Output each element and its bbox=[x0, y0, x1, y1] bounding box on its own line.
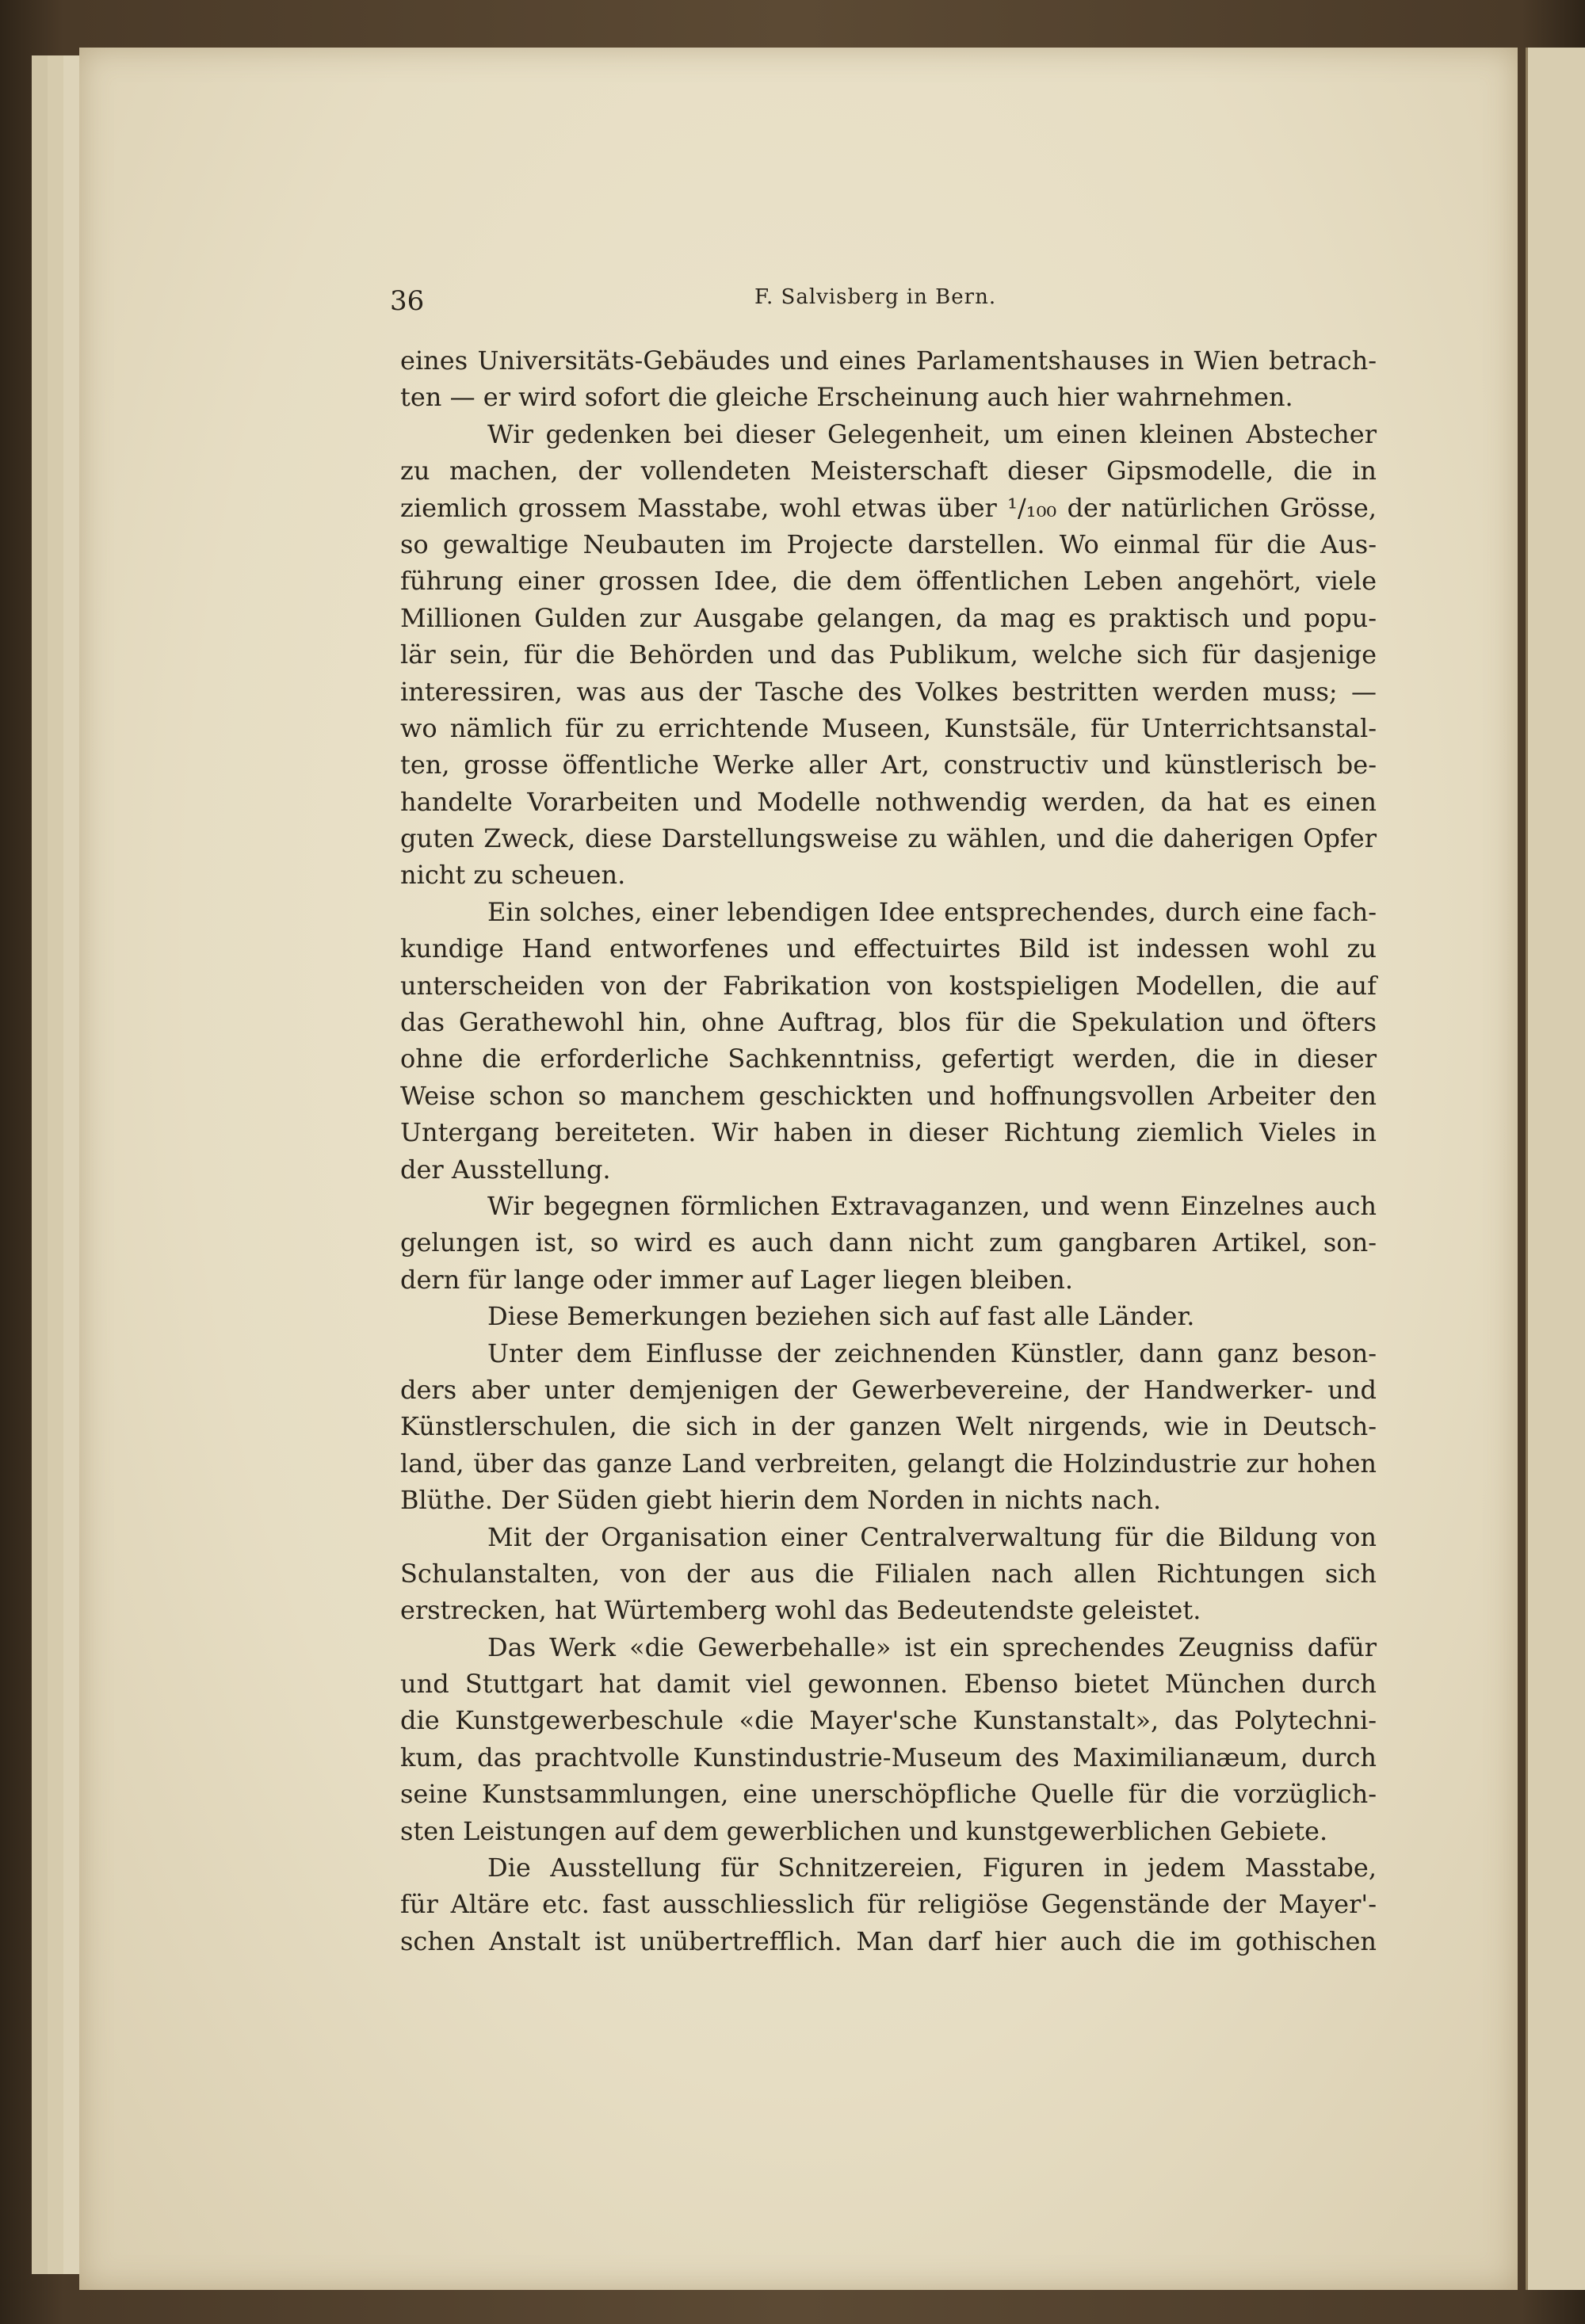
text-line: Schulanstalten, von der aus die Filialen nach allen Richtungen sich bbox=[400, 1558, 1377, 1589]
text-line: Weise schon so manchem geschickten und hoffnungsvollen Arbeiter den bbox=[400, 1080, 1377, 1111]
text-line: kundige Hand entworfenes und effectuirtes Bild ist indessen wohl zu bbox=[400, 933, 1377, 964]
text-line: guten Zweck, diese Darstellungsweise zu wählen, und die daherigen Opfer bbox=[400, 823, 1377, 854]
text-line: die Kunstgewerbeschule «die Mayer'sche Kunstanstalt», das Polytechni- bbox=[400, 1705, 1377, 1736]
body-text bbox=[400, 342, 1377, 1960]
text-line: für Altäre etc. fast ausschliesslich für religiöse Gegenstände der Mayer'- bbox=[400, 1889, 1377, 1920]
text-line: Künstlerschulen, die sich in der ganzen Welt nirgends, wie in Deutsch- bbox=[400, 1411, 1377, 1442]
page-header bbox=[390, 285, 1388, 325]
text-line: Die Ausstellung für Schnitzereien, Figuren in jedem Masstabe, bbox=[487, 1853, 1377, 1883]
text-line: erstrecken, hat Würtemberg wohl das Bedeutendste geleistet. bbox=[400, 1595, 1201, 1626]
text-line: land, über das ganze Land verbreiten, gelangt die Holzindustrie zur hohen bbox=[400, 1448, 1377, 1479]
text-line: ziemlich grossem Masstabe, wohl etwas über ¹/₁₀₀ der natürlichen Grösse, bbox=[400, 492, 1377, 523]
text-line: interessiren, was aus der Tasche des Volkes bestritten werden muss; — bbox=[400, 676, 1377, 707]
text-line: so gewaltige Neubauten im Projecte darstellen. Wo einmal für die Aus- bbox=[400, 529, 1377, 559]
text-line: und Stuttgart hat damit viel gewonnen. Ebenso bietet München durch bbox=[400, 1669, 1377, 1700]
text-line: lär sein, für die Behörden und das Publikum, welche sich für dasjenige bbox=[400, 639, 1377, 670]
text-line: kum, das prachtvolle Kunstindustrie-Museum des Maximilianæum, durch bbox=[400, 1742, 1377, 1773]
text-line: ohne die erforderliche Sachkenntniss, gefertigt werden, die in dieser bbox=[400, 1044, 1377, 1074]
text-line: Ein solches, einer lebendigen Idee entsprechendes, durch eine fach- bbox=[487, 896, 1377, 927]
text-line: nicht zu scheuen. bbox=[400, 860, 626, 891]
text-line: wo nämlich für zu errichtende Museen, Kunstsäle, für Unterrichtsanstal- bbox=[400, 712, 1377, 743]
text-line: unterscheiden von der Fabrikation von kostspieligen Modellen, die auf bbox=[400, 970, 1377, 1001]
text-line: führung einer grossen Idee, die dem öffentlichen Leben angehört, viele bbox=[400, 566, 1377, 597]
text-line: seine Kunstsammlungen, eine unerschöpfliche Quelle für die vorzüglich- bbox=[400, 1779, 1377, 1810]
text-line: ders aber unter demjenigen der Gewerbevereine, der Handwerker- und bbox=[400, 1374, 1377, 1405]
text-line: Wir gedenken bei dieser Gelegenheit, um einen kleinen Abstecher bbox=[487, 418, 1377, 449]
text-line: der Ausstellung. bbox=[400, 1154, 611, 1185]
text-line: Mit der Organisation einer Centralverwaltung für die Bildung von bbox=[487, 1521, 1377, 1552]
text-line: Das Werk «die Gewerbehalle» ist ein sprechendes Zeugniss dafür bbox=[487, 1631, 1377, 1662]
text-line: ten — er wird sofort die gleiche Erscheinung auch hier wahrnehmen. bbox=[400, 382, 1293, 413]
text-line: dern für lange oder immer auf Lager liegen bleiben. bbox=[400, 1264, 1074, 1295]
text-line: eines Universitäts-Gebäudes und eines Parlamentshauses in Wien betrach- bbox=[400, 345, 1377, 376]
text-line: Unter dem Einflusse der zeichnenden Künstler, dann ganz beson- bbox=[487, 1338, 1377, 1368]
text-line: zu machen, der vollendeten Meisterschaft dieser Gipsmodelle, die in bbox=[400, 456, 1377, 487]
page-number: 36 bbox=[390, 285, 425, 317]
text-line: gelungen ist, so wird es auch dann nicht zum gangbaren Artikel, son- bbox=[400, 1227, 1377, 1258]
text-line: ten, grosse öffentliche Werke aller Art, constructiv und künstlerisch be- bbox=[400, 750, 1377, 780]
text-line: Diese Bemerkungen beziehen sich auf fast alle Länder. bbox=[487, 1301, 1195, 1332]
text-line: handelte Vorarbeiten und Modelle nothwendig werden, da hat es einen bbox=[400, 786, 1377, 817]
text-line: das Gerathewohl hin, ohne Auftrag, blos für die Spekulation und öfters bbox=[400, 1007, 1377, 1038]
text-line: schen Anstalt ist unübertrefflich. Man darf hier auch die im gothischen bbox=[400, 1925, 1377, 1956]
text-line: Untergang bereiteten. Wir haben in dieser Richtung ziemlich Vieles in bbox=[400, 1117, 1377, 1148]
text-line: Blüthe. Der Süden giebt hierin dem Norden in nichts nach. bbox=[400, 1485, 1162, 1516]
running-head: F. Salvisberg in Bern. bbox=[754, 285, 997, 309]
text-line: Millionen Gulden zur Ausgabe gelangen, da mag es praktisch und popu- bbox=[400, 602, 1377, 633]
adjacent-page-edge bbox=[1526, 48, 1585, 2290]
text-line: sten Leistungen auf dem gewerblichen und kunstgewerblichen Gebiete. bbox=[400, 1815, 1328, 1846]
text-line: Wir begegnen förmlichen Extravaganzen, und wenn Einzelnes auch bbox=[487, 1190, 1377, 1221]
